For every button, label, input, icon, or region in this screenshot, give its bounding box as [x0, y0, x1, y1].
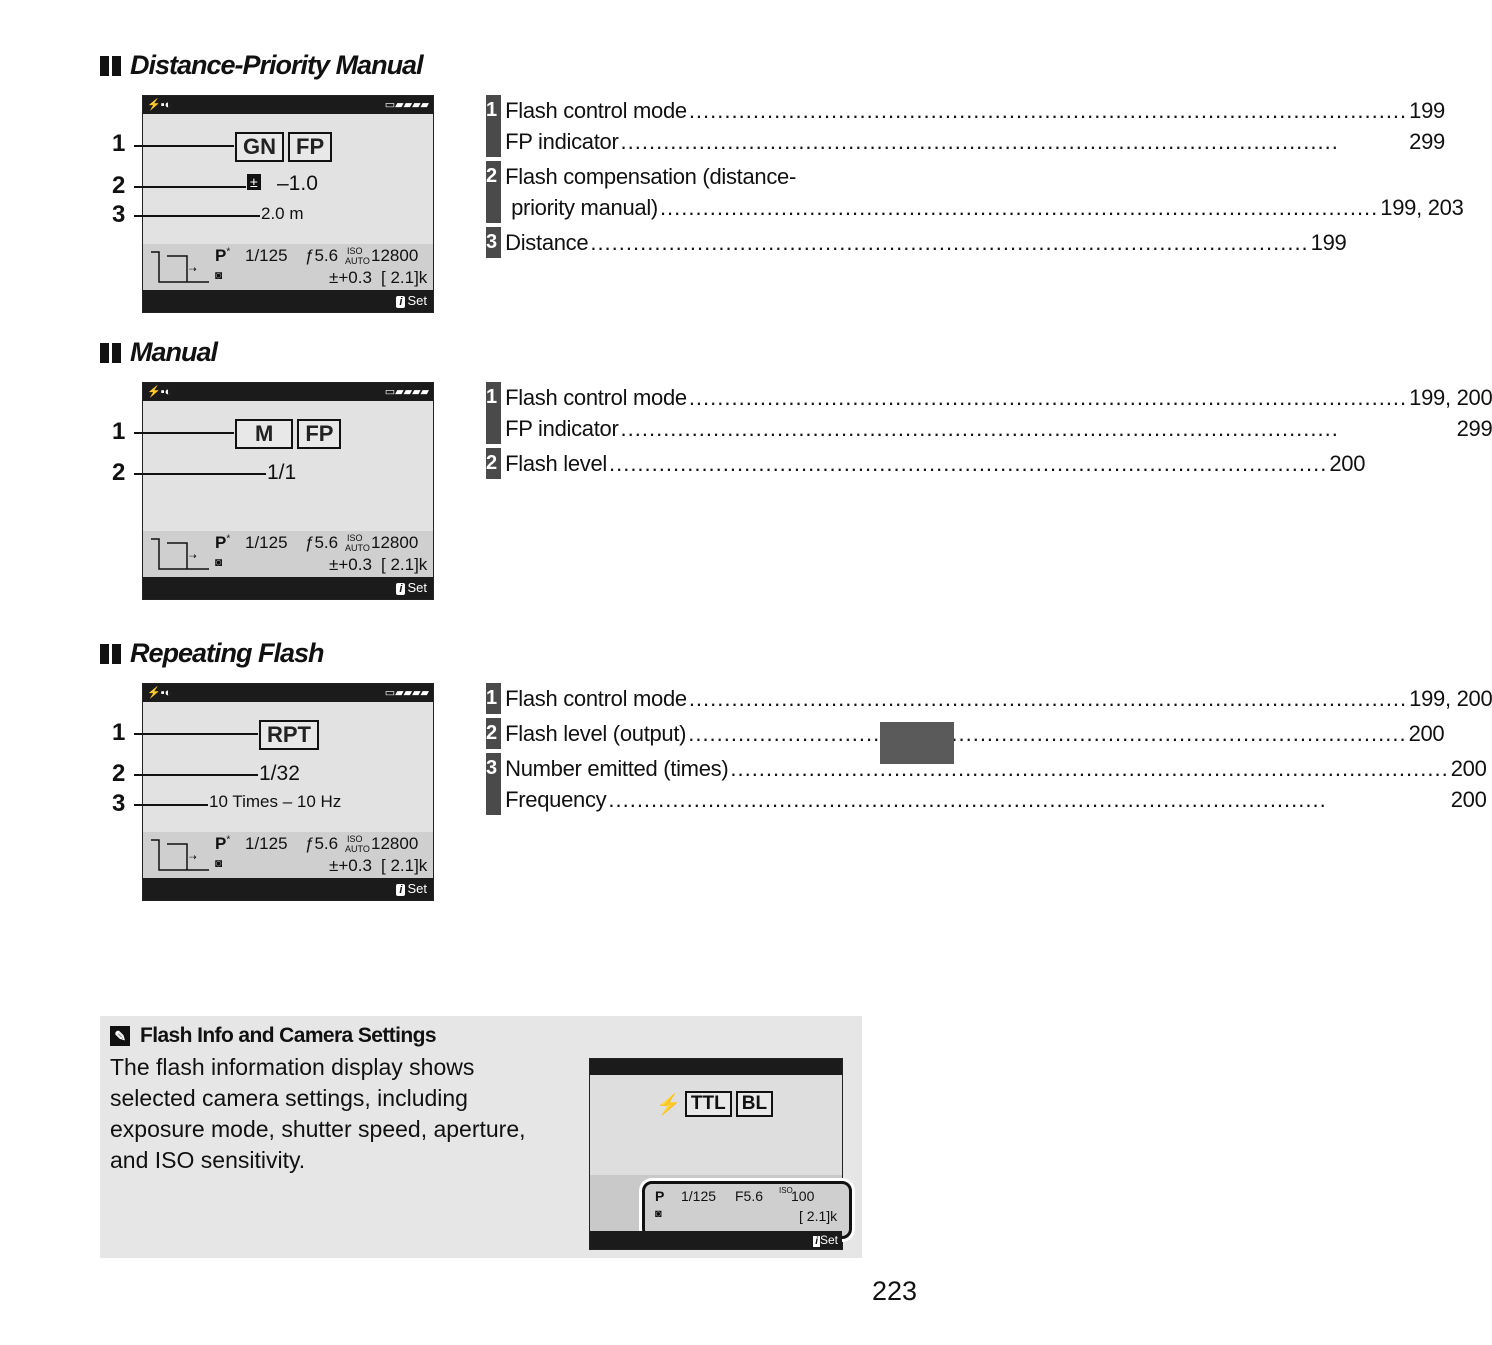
ref-number-badge: 3	[486, 753, 501, 815]
aperture: ƒ5.6	[305, 246, 339, 265]
battery-icon: ▭▰▰▰▰	[384, 99, 429, 111]
mini-iso: 100	[791, 1188, 815, 1204]
ref-line: Number emitted (times) ..... 200	[505, 753, 1486, 784]
section-title-manual	[100, 337, 217, 368]
metering-icon: ◙	[215, 555, 223, 569]
shutter-speed: 1/125	[245, 834, 288, 853]
ref-row	[486, 95, 1445, 157]
callout-number: 1	[112, 418, 126, 445]
ref-line: Flash level ..... 200	[505, 448, 1365, 479]
camera-info-band	[143, 531, 433, 577]
mini-iso-label: ISO	[779, 1186, 793, 1195]
pencil-icon: ✎	[110, 1026, 130, 1046]
set-hint: i Set	[396, 580, 427, 595]
screen-status-bar	[143, 96, 433, 114]
callout-leader-line	[134, 473, 266, 475]
flash-screen-distance-priority	[142, 95, 434, 313]
ref-number-badge: 2	[486, 718, 501, 749]
camera-info-band	[143, 832, 433, 878]
mini-mode-boxes	[656, 1091, 773, 1117]
exposure-comp: ±+0.3	[329, 555, 372, 574]
flash-status-icons: ⚡▪◐	[147, 99, 172, 111]
set-hint: i Set	[396, 293, 427, 308]
flash-unit-icon	[149, 838, 205, 872]
set-hint: i Set	[396, 881, 427, 896]
frames-remaining: [ 2.1]k	[381, 856, 428, 875]
ref-row	[486, 683, 1492, 714]
shutter-speed: 1/125	[245, 533, 288, 552]
iso-label-bottom: AUTO	[345, 543, 370, 553]
chapter-side-tab	[880, 722, 954, 764]
section-title-text: Repeating Flash	[130, 638, 324, 668]
battery-icon: ▭▰▰▰▰	[384, 687, 429, 699]
mini-shutter: 1/125	[681, 1188, 717, 1204]
screen-status-bar	[143, 684, 433, 702]
mode-box-ttl: TTL	[685, 1091, 732, 1117]
mode-box-bl: BL	[736, 1091, 773, 1117]
ref-row	[486, 718, 1445, 749]
section-title-text: Manual	[130, 337, 218, 367]
reference-table-distance-priority	[486, 95, 1464, 262]
flash-screen-manual	[142, 382, 434, 600]
mini-aperture: F5.6	[735, 1188, 764, 1204]
ref-line: FP indicator ..... 299	[505, 413, 1492, 444]
frames-remaining: [ 2.1]k	[381, 555, 428, 574]
flash-comp-value: –1.0	[277, 172, 318, 195]
callout-number: 2	[112, 459, 126, 486]
i-button-icon: i	[396, 296, 405, 308]
ref-row	[486, 382, 1492, 444]
camera-info-band	[143, 244, 433, 290]
mode-boxes	[259, 720, 319, 750]
ref-line: Distance ..... 199	[505, 227, 1346, 258]
times-frequency-value: 10 Times – 10 Hz	[209, 792, 342, 811]
callout-number: 1	[112, 130, 126, 157]
note-box	[100, 1016, 862, 1258]
mode-boxes	[235, 132, 332, 162]
mode-box-gn: GN	[235, 132, 284, 162]
callout-leader-line	[134, 432, 234, 434]
section-title-distance-priority	[100, 50, 423, 81]
flash-status-icons: ⚡▪◐	[147, 687, 172, 699]
screen-bottom-bar	[143, 577, 433, 599]
ref-line: Frequency ..... 200	[505, 784, 1486, 815]
section-marker-icon	[100, 56, 122, 76]
callout-leader-line	[134, 774, 258, 776]
ref-number-badge: 2	[486, 448, 501, 479]
frames-remaining: [ 2.1]k	[381, 268, 428, 287]
iso-value: 12800	[371, 533, 419, 552]
flash-comp-icon: ±	[247, 174, 261, 190]
metering-icon: ◙	[215, 856, 223, 870]
ref-line: Flash control mode ..... 199, 200	[505, 683, 1492, 714]
flash-mode-icon: ⚡	[656, 1093, 681, 1116]
ref-row	[486, 753, 1487, 815]
ref-line: Flash compensation (distance-	[505, 164, 797, 189]
mode-box-m: M	[235, 419, 293, 449]
note-title	[110, 1024, 436, 1048]
callout-number: 1	[112, 719, 126, 746]
metering-icon: ◙	[655, 1208, 662, 1220]
ref-number-badge: 1	[486, 382, 501, 444]
ref-row	[486, 161, 1464, 223]
aperture: ƒ5.6	[305, 533, 339, 552]
shutter-speed: 1/125	[245, 246, 288, 265]
iso-label-top: ISO	[347, 533, 363, 543]
exposure-comp: ±+0.3	[329, 856, 372, 875]
i-button-icon: i	[815, 1236, 818, 1247]
flash-level-value: 1/32	[259, 762, 300, 785]
exposure-mode: P*	[215, 834, 231, 853]
callout-leader-line	[134, 215, 260, 217]
callout-number: 3	[112, 201, 126, 228]
exposure-mode: P*	[215, 246, 231, 265]
callout-leader-line	[134, 733, 258, 735]
aperture: ƒ5.6	[305, 834, 339, 853]
callout-leader-line	[134, 186, 246, 188]
screen-bottom-bar	[143, 878, 433, 900]
ref-row	[486, 227, 1347, 258]
ref-line: Flash control mode ..... 199	[505, 95, 1445, 126]
section-title-repeating-flash	[100, 638, 324, 669]
flash-level-value: 1/1	[267, 461, 297, 484]
mode-boxes	[235, 419, 341, 449]
section-marker-icon	[100, 343, 122, 363]
i-button-icon: i	[396, 884, 405, 896]
screen-bottom-bar	[143, 290, 433, 312]
ref-number-badge: 1	[486, 683, 501, 714]
flash-screen-repeating	[142, 683, 434, 901]
mode-box-fp: FP	[288, 132, 332, 162]
callout-leader-line	[134, 804, 208, 806]
callout-number: 2	[112, 760, 126, 787]
iso-value: 12800	[371, 834, 419, 853]
note-body: The flash information display shows selected camera settings, including exposure mode, shutter speed, aperture, and ISO sensitivity.	[110, 1054, 526, 1173]
distance-value: 2.0 m	[261, 204, 304, 223]
callout-leader-line	[134, 145, 234, 147]
mode-box-fp: FP	[297, 419, 341, 449]
battery-icon: ▭▰▰▰▰	[384, 386, 429, 398]
reference-table-repeating	[486, 683, 1492, 819]
iso-value: 12800	[371, 246, 419, 265]
ref-line: FP indicator ..... 299	[505, 126, 1445, 157]
ref-line: Flash control mode ..... 199, 200	[505, 382, 1492, 413]
i-button-icon: i	[396, 583, 405, 595]
reference-table-manual	[486, 382, 1492, 483]
screen-status-bar	[143, 383, 433, 401]
mini-frames: [ 2.1]k	[799, 1208, 838, 1224]
flash-info-mini-screen	[589, 1058, 843, 1250]
flash-unit-icon	[149, 537, 205, 571]
screen-status-bar	[590, 1059, 842, 1075]
ref-row	[486, 448, 1366, 479]
ref-number-badge: 2	[486, 161, 501, 223]
mode-box-rpt: RPT	[259, 720, 319, 750]
flash-status-icons: ⚡▪◐	[147, 386, 172, 398]
exposure-mode: P*	[215, 533, 231, 552]
screen-bottom-bar	[590, 1231, 842, 1249]
iso-label-top: ISO	[347, 834, 363, 844]
section-marker-icon	[100, 644, 122, 664]
mini-mode: P	[655, 1188, 665, 1204]
callout-number: 3	[112, 790, 126, 817]
iso-label-bottom: AUTO	[345, 256, 370, 266]
iso-label-top: ISO	[347, 246, 363, 256]
note-title-text: Flash Info and Camera Settings	[140, 1024, 436, 1047]
ref-number-badge: 1	[486, 95, 501, 157]
ref-line: Flash level (output) ..... 200	[505, 718, 1444, 749]
ref-number-badge: 3	[486, 227, 501, 258]
exposure-comp: ±+0.3	[329, 268, 372, 287]
svg-text:⇢: ⇢	[189, 264, 197, 274]
set-hint: i Set	[815, 1233, 838, 1247]
flash-unit-icon	[149, 250, 205, 284]
iso-label-bottom: AUTO	[345, 844, 370, 854]
ref-line: priority manual) ..... 199, 203	[505, 192, 1463, 223]
metering-icon: ◙	[215, 268, 223, 282]
section-title-text: Distance-Priority Manual	[130, 50, 423, 80]
svg-text:⇢: ⇢	[189, 852, 197, 862]
svg-text:⇢: ⇢	[189, 551, 197, 561]
callout-number: 2	[112, 172, 126, 199]
page-number: 223	[872, 1276, 918, 1306]
